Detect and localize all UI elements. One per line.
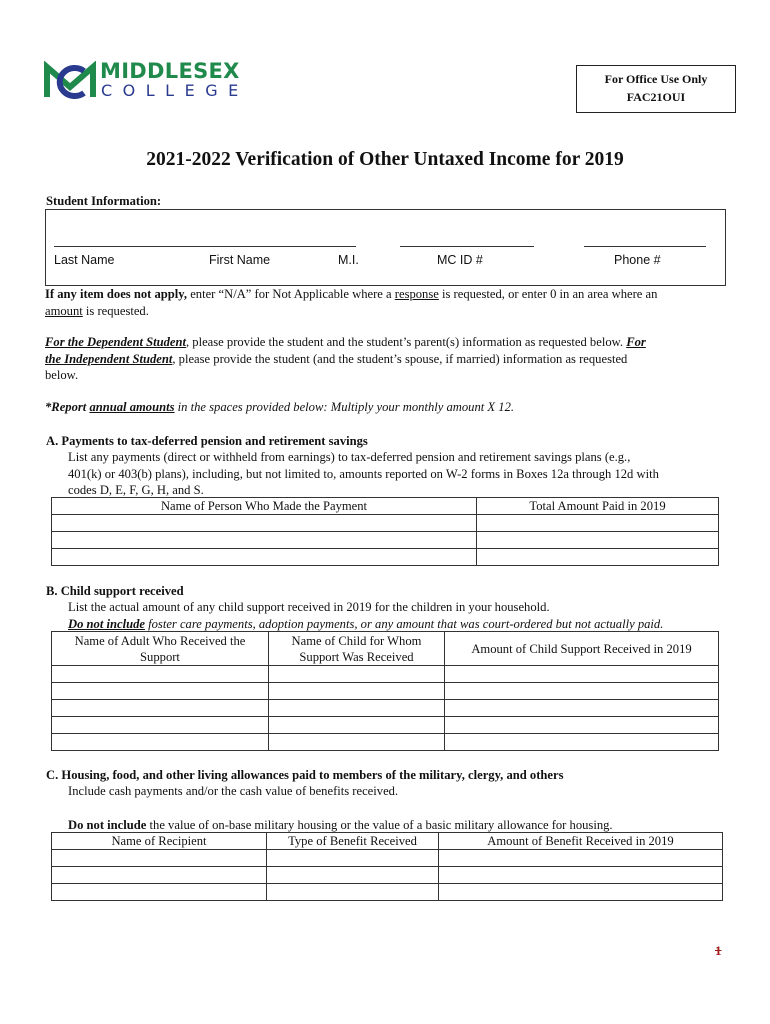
table-cell[interactable]: [445, 717, 719, 734]
table-cell[interactable]: [269, 717, 445, 734]
table-row: [52, 532, 719, 549]
table-row: [52, 884, 723, 901]
table-cell[interactable]: [267, 850, 439, 867]
table-cell[interactable]: [439, 884, 723, 901]
section-b-heading: B. Child support received: [46, 584, 184, 598]
column-header: Name of Child for Whom Support Was Received: [269, 632, 445, 666]
table-cell[interactable]: [52, 717, 269, 734]
table-cell[interactable]: [269, 683, 445, 700]
table-row: [52, 867, 723, 884]
mcid-label: MC ID #: [437, 253, 483, 267]
table-cell[interactable]: [267, 884, 439, 901]
logo-name: MIDDLESEX: [100, 59, 240, 83]
phone-field-line[interactable]: [584, 246, 706, 247]
phone-label: Phone #: [614, 253, 661, 267]
mc-monogram-icon: [44, 61, 96, 101]
office-code: FAC21OUI: [626, 90, 686, 104]
column-header: Name of Adult Who Received the Support: [52, 632, 269, 666]
table-cell[interactable]: [477, 549, 719, 566]
table-cell[interactable]: [267, 867, 439, 884]
section-a-description: List any payments (direct or withheld from earnings) to tax-deferred pension and retirement savings plans (e.g., 401(k) or 403(b) plans), including, but not limited to, amounts reported on W-2 forms in Boxes 12a through 12d with codes D, E, F, G, H, and S.: [68, 450, 659, 497]
section-b-table: [51, 631, 719, 751]
office-use-label: For Office Use Only: [604, 72, 708, 86]
column-header: Total Amount Paid in 2019: [477, 498, 719, 515]
table-cell[interactable]: [439, 867, 723, 884]
table-cell[interactable]: [445, 666, 719, 683]
section-c-heading: C. Housing, food, and other living allowances paid to members of the military, clergy, and others: [46, 768, 564, 782]
table-cell[interactable]: [52, 884, 267, 901]
table-cell[interactable]: [269, 700, 445, 717]
table-cell[interactable]: [52, 850, 267, 867]
table-cell[interactable]: [52, 700, 269, 717]
table-row: [52, 850, 723, 867]
column-header: Amount of Child Support Received in 2019: [445, 632, 719, 666]
table-cell[interactable]: [52, 532, 477, 549]
table-row: [52, 683, 719, 700]
instruction-dependency: For the Dependent Student, please provide the student and the student’s parent(s) information as requested below. For the Independent Student, please provide the student (and the student’s spouse, if married) information as requested below.: [45, 335, 646, 382]
section-a-heading: A. Payments to tax-deferred pension and retirement savings: [46, 434, 368, 448]
table-cell[interactable]: [52, 734, 269, 751]
name-field-line[interactable]: [54, 246, 356, 247]
table-cell[interactable]: [269, 666, 445, 683]
mcid-field-line[interactable]: [400, 246, 534, 247]
table-cell[interactable]: [52, 549, 477, 566]
table-cell[interactable]: [52, 666, 269, 683]
office-use-box: [576, 65, 736, 113]
table-row: [52, 717, 719, 734]
table-row: [52, 549, 719, 566]
table-cell[interactable]: [439, 850, 723, 867]
column-header: Name of Recipient: [52, 833, 267, 850]
instruction-na: If any item does not apply, enter “N/A” for Not Applicable where a response is requested, or enter 0 in an area where an amount is requested.: [45, 287, 658, 318]
table-cell[interactable]: [477, 515, 719, 532]
table-cell[interactable]: [52, 515, 477, 532]
table-row: [52, 734, 719, 751]
student-info-heading: Student Information:: [46, 194, 162, 208]
table-row: [52, 515, 719, 532]
page-number: 1: [715, 943, 722, 958]
middle-initial-label: M.I.: [338, 253, 359, 267]
table-cell[interactable]: [477, 532, 719, 549]
first-name-label: First Name: [209, 253, 271, 267]
table-cell[interactable]: [445, 700, 719, 717]
column-header: Type of Benefit Received: [267, 833, 439, 850]
table-cell[interactable]: [52, 683, 269, 700]
college-logo: [44, 59, 249, 101]
column-header: Amount of Benefit Received in 2019: [439, 833, 723, 850]
table-cell[interactable]: [52, 867, 267, 884]
section-a-table: [51, 497, 719, 566]
student-info-box: [45, 209, 726, 286]
table-cell[interactable]: [445, 734, 719, 751]
page-title: 2021-2022 Verification of Other Untaxed Income for 2019: [146, 149, 624, 170]
logo-sub: COLLEGE: [101, 81, 249, 100]
table-cell[interactable]: [269, 734, 445, 751]
section-c-table: [51, 832, 723, 901]
table-cell[interactable]: [445, 683, 719, 700]
last-name-label: Last Name: [54, 253, 115, 267]
section-b-description: List the actual amount of any child support received in 2019 for the children in your household. Do not include foster care payments, adoption payments, or any amount that was court-ordered but not actually paid.: [68, 600, 664, 631]
column-header: Name of Person Who Made the Payment: [52, 498, 477, 515]
table-row: [52, 666, 719, 683]
instruction-annual: *Report annual amounts in the spaces provided below: Multiply your monthly amount X 12.: [45, 400, 515, 414]
table-row: [52, 700, 719, 717]
section-c-description: Include cash payments and/or the cash value of benefits received. Do not include the value of on-base military housing or the value of a basic military allowance for housing.: [68, 784, 613, 832]
